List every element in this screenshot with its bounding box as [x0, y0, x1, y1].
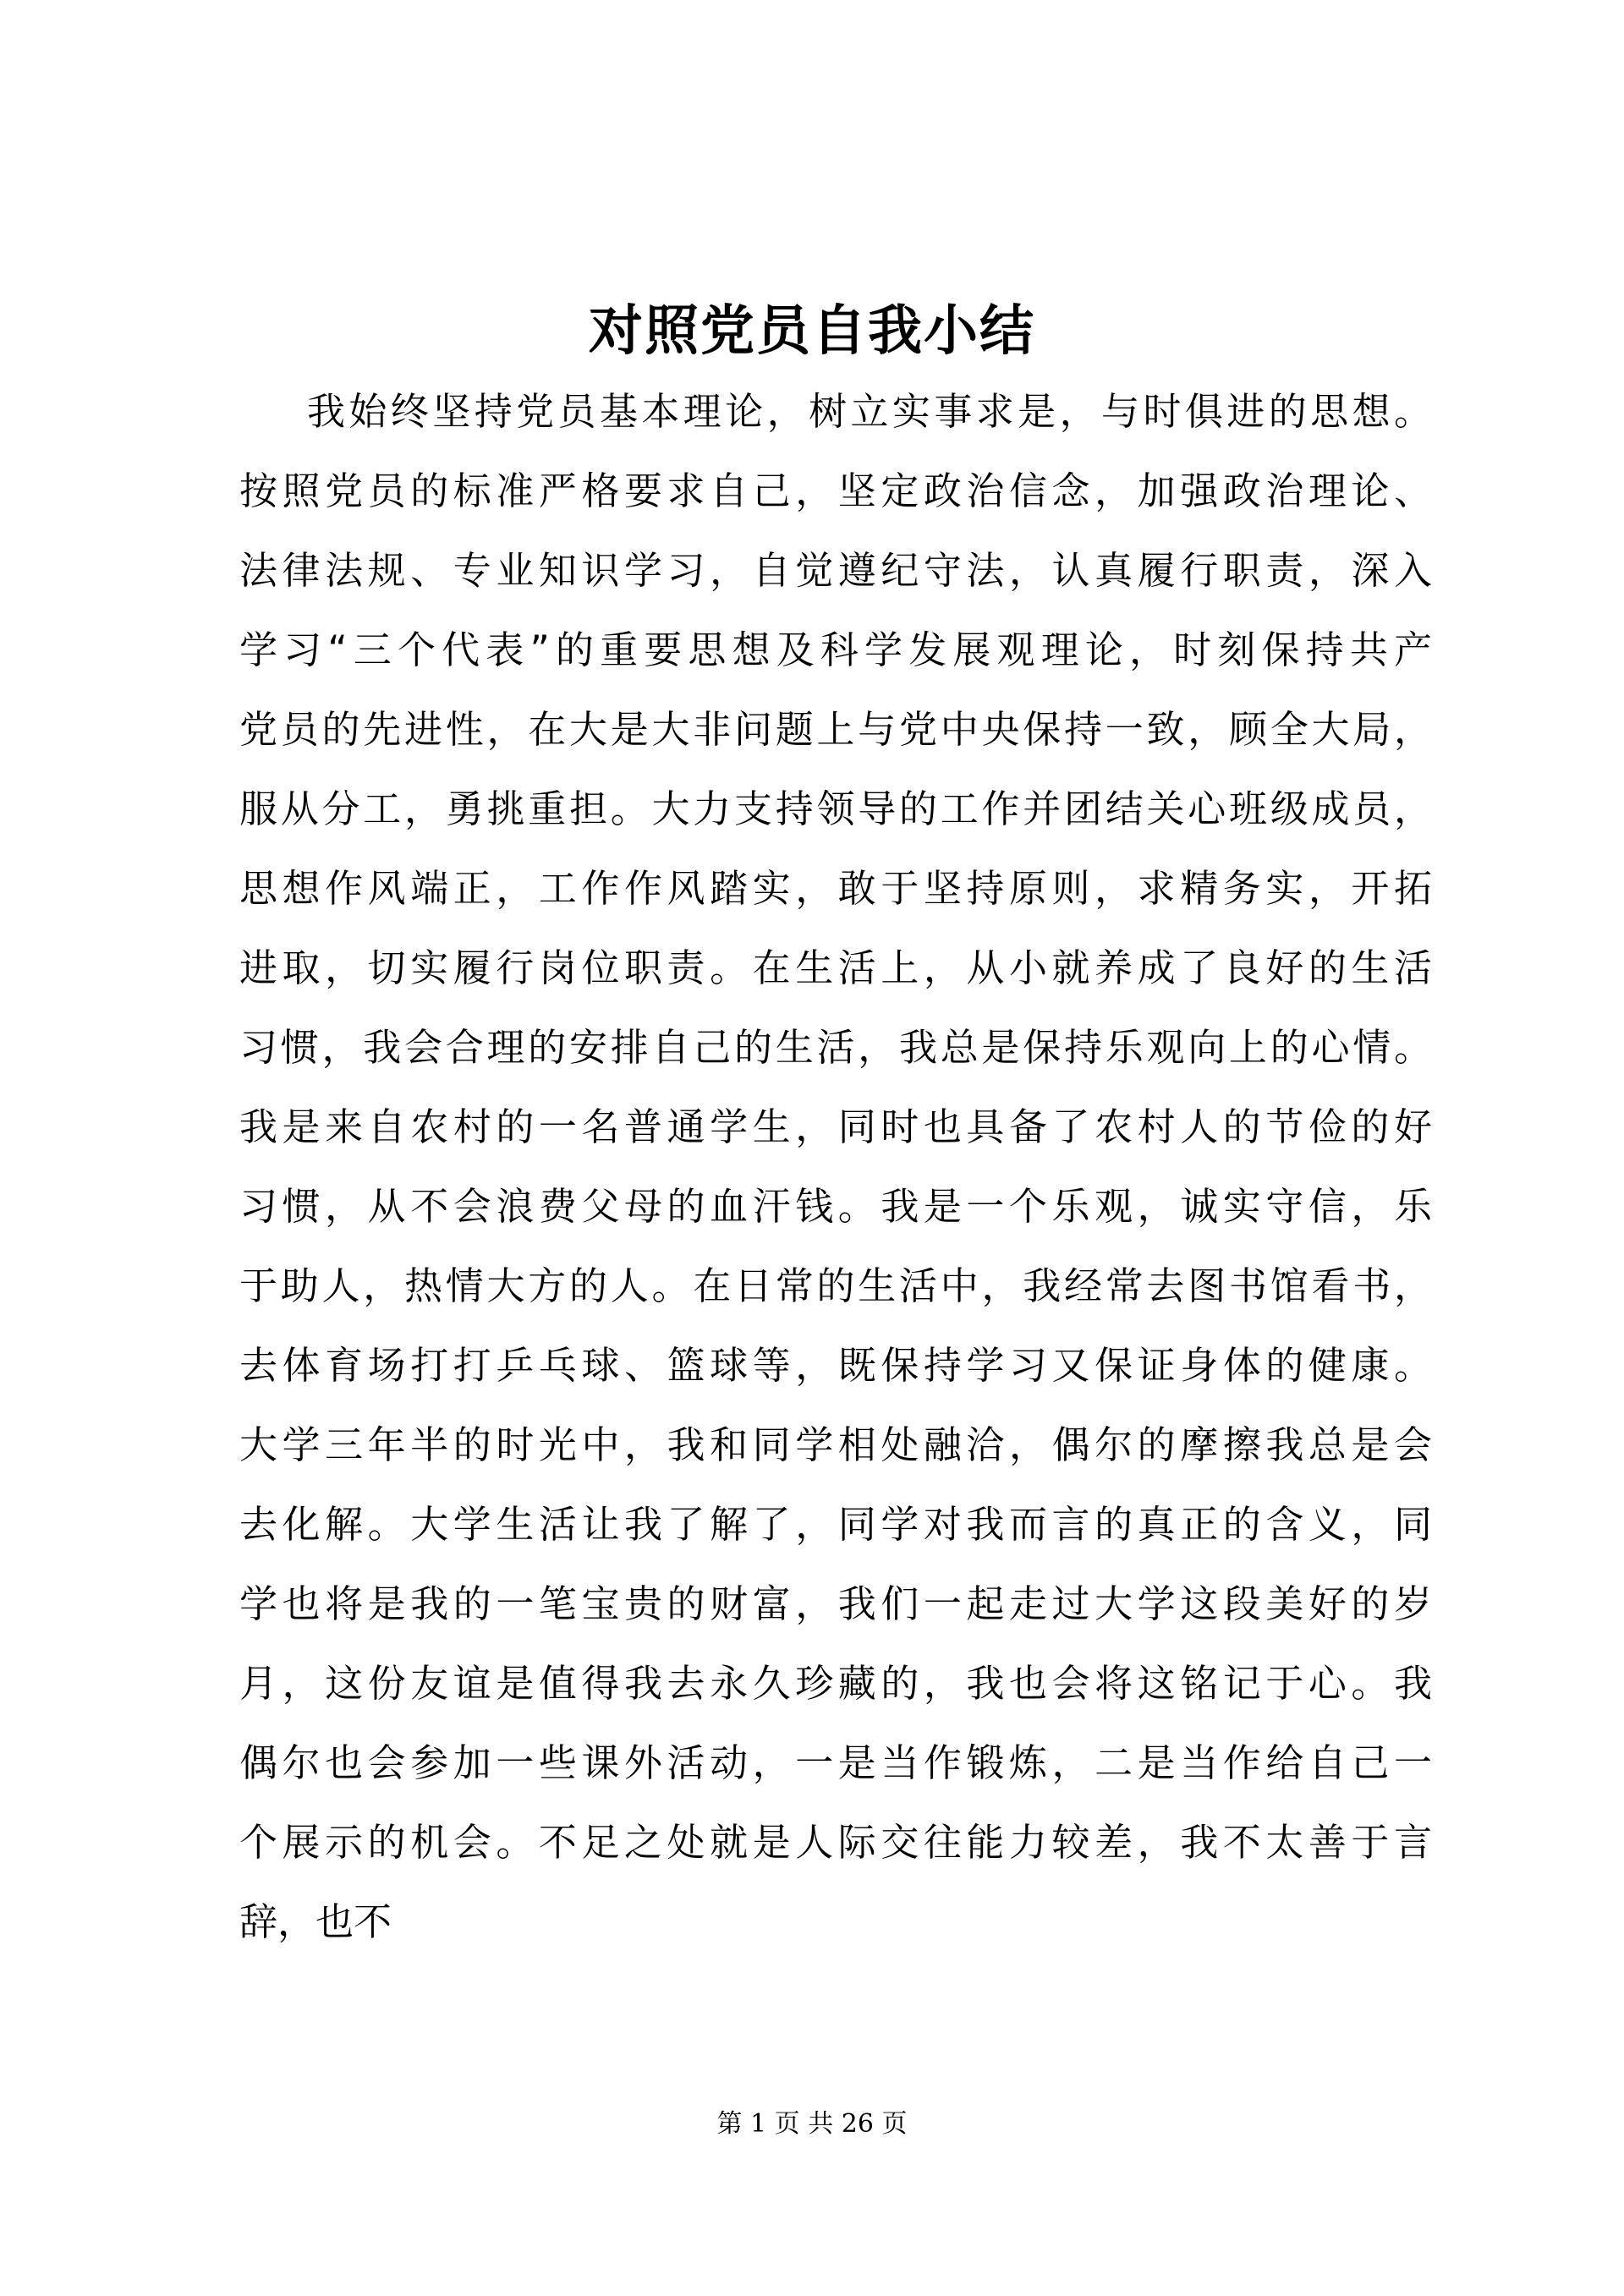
body-line: 个展示的机会。不足之处就是人际交往能力较差，我不太善于言: [239, 1820, 1432, 1865]
body-line: 进取，切实履行岗位职责。在生活上，从小就养成了良好的生活: [239, 945, 1432, 990]
body-line: 去体育场打打乒乓球、篮球等，既保持学习又保证身体的健康。: [239, 1343, 1432, 1388]
page-number: 第 1 页 共 26 页: [716, 2109, 908, 2139]
body-line: 服从分工，勇挑重担。大力支持领导的工作并团结关心班级成员，: [239, 786, 1432, 831]
body-line: 我始终坚持党员基本理论，树立实事求是，与时俱进的思想。: [307, 389, 1432, 434]
body-line: 于助人，热情大方的人。在日常的生活中，我经常去图书馆看书，: [239, 1263, 1432, 1308]
body-line: 月，这份友谊是值得我去永久珍藏的，我也会将这铭记于心。我: [239, 1661, 1432, 1706]
body-line: 按照党员的标准严格要求自己，坚定政治信念，加强政治理论、: [239, 469, 1432, 513]
body-line: 习惯，从不会浪费父母的血汗钱。我是一个乐观，诚实守信，乐: [239, 1184, 1432, 1229]
body-line: 思想作风端正，工作作风踏实，敢于坚持原则，求精务实，开拓: [239, 866, 1432, 911]
body-line: 习惯，我会合理的安排自己的生活，我总是保持乐观向上的心情。: [239, 1025, 1432, 1070]
body-line: 偶尔也会参加一些课外活动，一是当作锻炼，二是当作给自己一: [239, 1740, 1432, 1785]
document-body: [239, 372, 1432, 1962]
body-line: 大学三年半的时光中，我和同学相处融洽，偶尔的摩擦我总是会: [239, 1422, 1432, 1467]
body-line: 法律法规、专业知识学习，自觉遵纪守法，认真履行职责，深入: [239, 548, 1432, 593]
body-line: 辞，也不: [239, 1899, 392, 1944]
body-line: 党员的先进性，在大是大非问题上与党中央保持一致，顾全大局，: [239, 707, 1432, 752]
body-line: 学也将是我的一笔宝贵的财富，我们一起走过大学这段美好的岁: [239, 1581, 1432, 1626]
body-line: 我是来自农村的一名普通学生，同时也具备了农村人的节俭的好: [239, 1104, 1432, 1149]
body-line: 去化解。大学生活让我了解了，同学对我而言的真正的含义，同: [239, 1502, 1432, 1547]
body-line: 学习“三个代表”的重要思想及科学发展观理论，时刻保持共产: [239, 627, 1432, 672]
document-title: 对照党员自我小结: [589, 299, 1035, 363]
